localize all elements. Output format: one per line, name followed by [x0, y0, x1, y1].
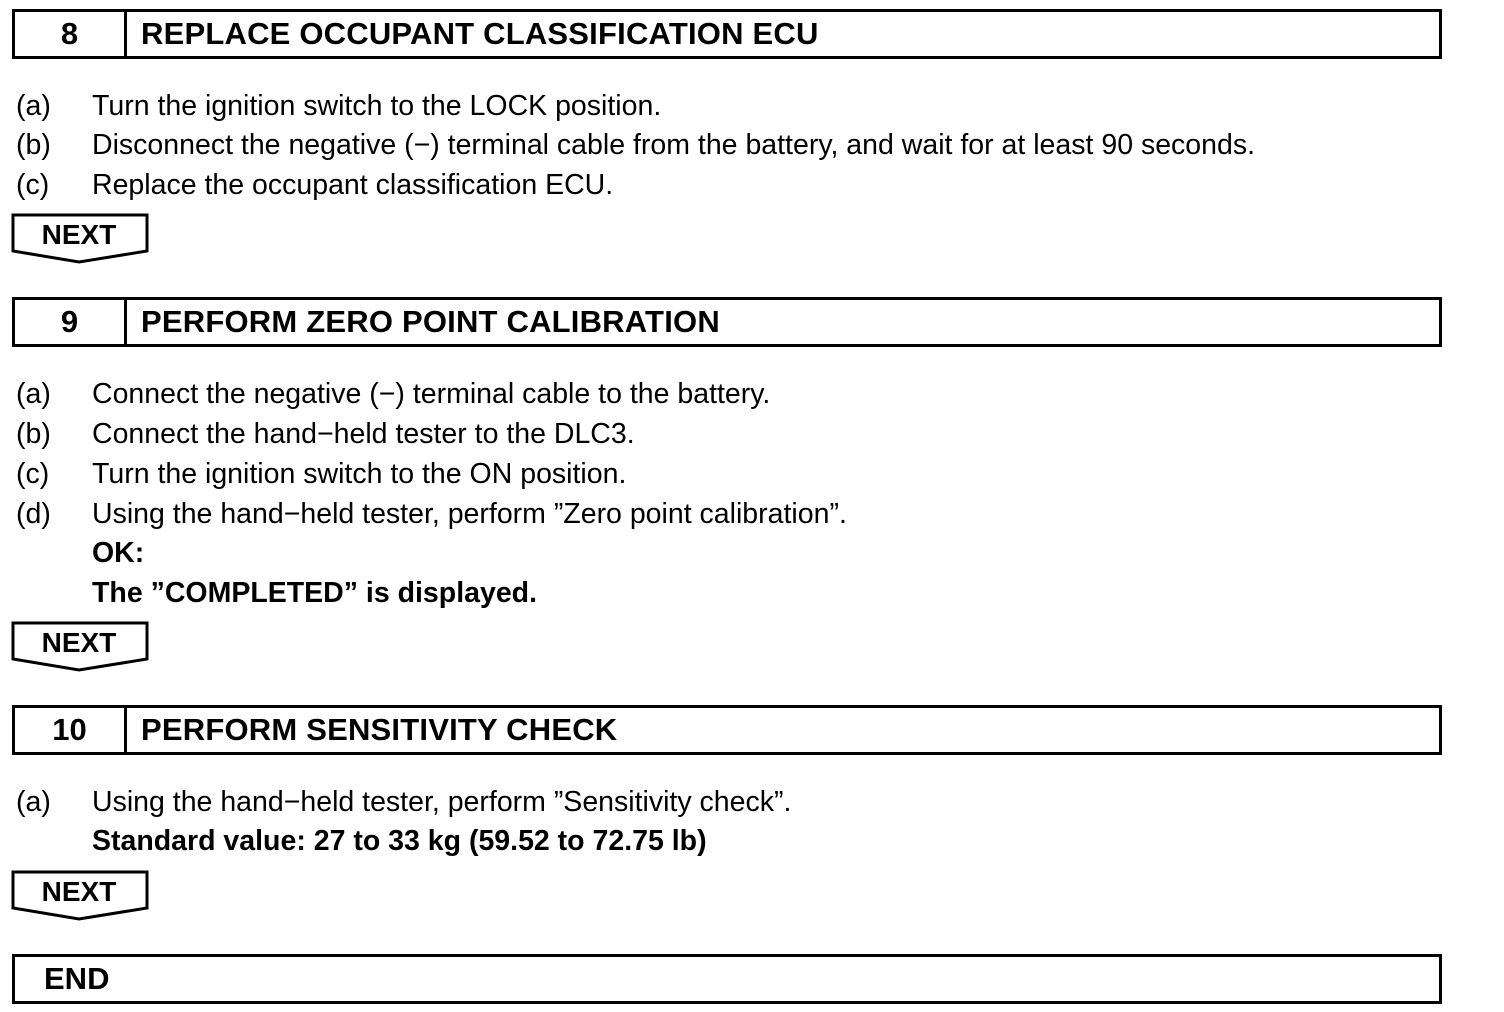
next-label: NEXT	[41, 876, 117, 907]
step-8-title: REPLACE OCCUPANT CLASSIFICATION ECU	[141, 16, 819, 51]
ok-label: OK:	[92, 537, 145, 569]
item-label: (c)	[16, 169, 50, 201]
standard-value: Standard value: 27 to 33 kg (59.52 to 72.75 lb)	[92, 825, 707, 857]
item-text: Turn the ignition switch to the ON position.	[92, 458, 627, 490]
item-text: Connect the negative (−) terminal cable to the battery.	[92, 378, 771, 410]
step-8-next-button[interactable]	[11, 213, 151, 265]
item-text: Disconnect the negative (−) terminal cable from the battery, and wait for at least 90 seconds.	[92, 129, 1256, 161]
end-title: END	[44, 961, 110, 996]
item-label: (d)	[16, 498, 51, 530]
item-text: Replace the occupant classification ECU.	[92, 169, 614, 201]
item-label: (b)	[16, 129, 51, 161]
item-text: Turn the ignition switch to the LOCK position.	[92, 90, 662, 122]
step-8-header	[12, 9, 1442, 59]
item-label: (a)	[16, 378, 51, 410]
step-10-next-button[interactable]	[11, 870, 151, 922]
step-8-number: 8	[15, 12, 127, 56]
next-label: NEXT	[41, 219, 117, 250]
step-10-title: PERFORM SENSITIVITY CHECK	[141, 712, 618, 747]
item-text: Connect the hand−held tester to the DLC3.	[92, 418, 635, 450]
item-label: (a)	[16, 786, 51, 818]
step-9-number: 9	[15, 300, 127, 344]
item-text: Using the hand−held tester, perform ”Zero point calibration”.	[92, 498, 847, 530]
step-10-header	[12, 705, 1442, 755]
ok-text: The ”COMPLETED” is displayed.	[92, 577, 537, 609]
end-box	[12, 954, 1442, 1004]
step-9-title: PERFORM ZERO POINT CALIBRATION	[141, 304, 720, 339]
item-label: (c)	[16, 458, 50, 490]
next-label: NEXT	[41, 627, 117, 658]
step-9-header	[12, 297, 1442, 347]
step-9-next-button[interactable]	[11, 621, 151, 673]
step-10-number: 10	[15, 708, 127, 752]
item-text: Using the hand−held tester, perform ”Sensitivity check”.	[92, 786, 792, 818]
item-label: (b)	[16, 418, 51, 450]
item-label: (a)	[16, 90, 51, 122]
